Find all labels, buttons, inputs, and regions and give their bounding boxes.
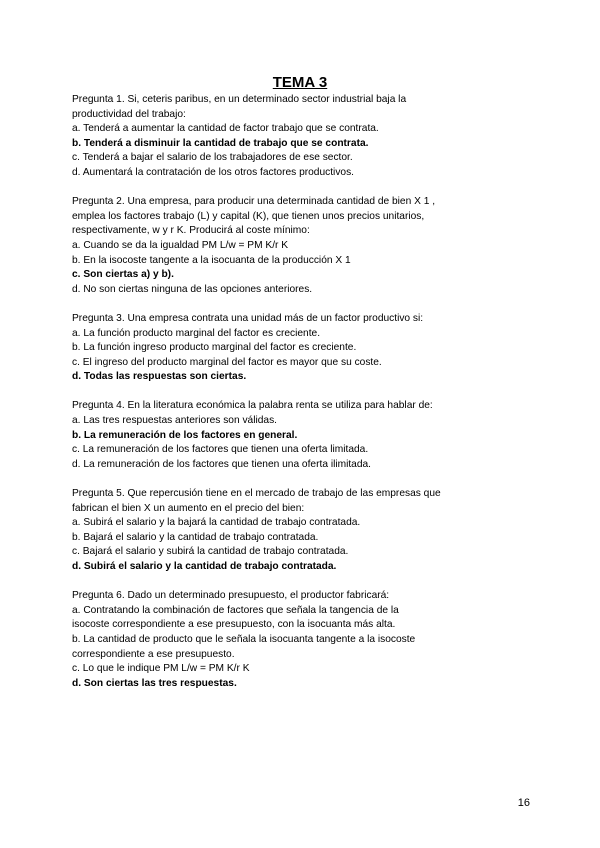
answer-option-b: b. Bajará el salario y la cantidad de trabajo contratada. <box>72 531 319 543</box>
question-4 <box>72 399 542 472</box>
question-stem-line: respectivamente, w y r K. Producirá al coste mínimo: <box>72 225 310 237</box>
questions-container <box>72 93 542 706</box>
question-stem-line: Pregunta 5. Que repercusión tiene en el mercado de trabajo de las empresas que <box>72 488 441 500</box>
answer-option-d: d. Aumentará la contratación de los otros factores productivos. <box>72 166 355 178</box>
question-stem-line: Pregunta 3. Una empresa contrata una unidad más de un factor productivo si: <box>72 312 424 324</box>
question-stem-line: Pregunta 6. Dado un determinado presupuesto, el productor fabricará: <box>72 590 390 602</box>
answer-option-c-correct: c. Son ciertas a) y b). <box>72 269 174 281</box>
question-stem-line: Pregunta 4. En la literatura económica la palabra renta se utiliza para hablar de: <box>72 400 433 412</box>
answer-option-b-correct: b. Tenderá a disminuir la cantidad de trabajo que se contrata. <box>72 137 369 149</box>
question-stem-line: Pregunta 2. Una empresa, para producir una determinada cantidad de bien X 1 , <box>72 196 436 208</box>
answer-option-c: c. Bajará el salario y subirá la cantidad de trabajo contratada. <box>72 546 349 558</box>
answer-option-c: c. La remuneración de los factores que tienen una oferta limitada. <box>72 444 369 456</box>
answer-option-a: a. Cuando se da la igualdad PM L/w = PM K/r K <box>72 239 289 251</box>
question-3 <box>72 312 542 385</box>
answer-option-c: c. Lo que le indique PM L/w = PM K/r K <box>72 663 250 675</box>
question-stem-line: Pregunta 1. Si, ceteris paribus, en un determinado sector industrial baja la <box>72 94 407 105</box>
answer-option-a: a. Contratando la combinación de factores que señala la tangencia de la <box>72 604 399 616</box>
answer-option-a: a. La función producto marginal del factor es creciente. <box>72 327 321 339</box>
question-stem-line: productividad del trabajo: <box>72 108 186 120</box>
answer-option-d-correct: d. Todas las respuestas son ciertas. <box>72 371 247 383</box>
page-title: TEMA 3 <box>272 74 328 91</box>
question-6 <box>72 589 542 691</box>
question-stem-line: emplea los factores trabajo (L) y capital (K), que tienen unos precios unitarios, <box>72 210 425 222</box>
answer-option-d-correct: d. Subirá el salario y la cantidad de trabajo contratada. <box>72 561 337 572</box>
answer-option-d-correct: d. Son ciertas las tres respuestas. <box>72 677 237 689</box>
answer-option-d: d. La remuneración de los factores que tienen una oferta ilimitada. <box>72 458 372 470</box>
answer-option-b: b. La cantidad de producto que le señala la isocuanta tangente a la isocoste <box>72 633 416 645</box>
question-5 <box>72 487 542 575</box>
page-number: 16 <box>517 797 530 809</box>
question-stem-line: fabrican el bien X un aumento en el precio del bien: <box>72 502 305 514</box>
answer-option-a: a. Tenderá a aumentar la cantidad de factor trabajo que se contrata. <box>72 123 379 135</box>
answer-option-a: a. Las tres respuestas anteriores son válidas. <box>72 415 277 427</box>
answer-option-a-continued: isocoste correspondiente a ese presupuesto, con la isocuanta más alta. <box>72 619 396 631</box>
answer-option-c: c. El ingreso del producto marginal del factor es mayor que su coste. <box>72 356 382 368</box>
answer-option-a: a. Subirá el salario y la bajará la cantidad de trabajo contratada. <box>72 517 361 529</box>
answer-option-b-continued: correspondiente a ese presupuesto. <box>72 648 235 660</box>
answer-option-d: d. No son ciertas ninguna de las opciones anteriores. <box>72 283 313 295</box>
answer-option-b-correct: b. La remuneración de los factores en general. <box>72 429 298 441</box>
question-2 <box>72 195 542 297</box>
answer-option-b: b. La función ingreso producto marginal del factor es creciente. <box>72 342 357 354</box>
question-1 <box>72 93 542 181</box>
answer-option-b: b. En la isocoste tangente a la isocuanta de la producción X 1 <box>72 254 351 266</box>
answer-option-c: c. Tenderá a bajar el salario de los trabajadores de ese sector. <box>72 152 353 164</box>
